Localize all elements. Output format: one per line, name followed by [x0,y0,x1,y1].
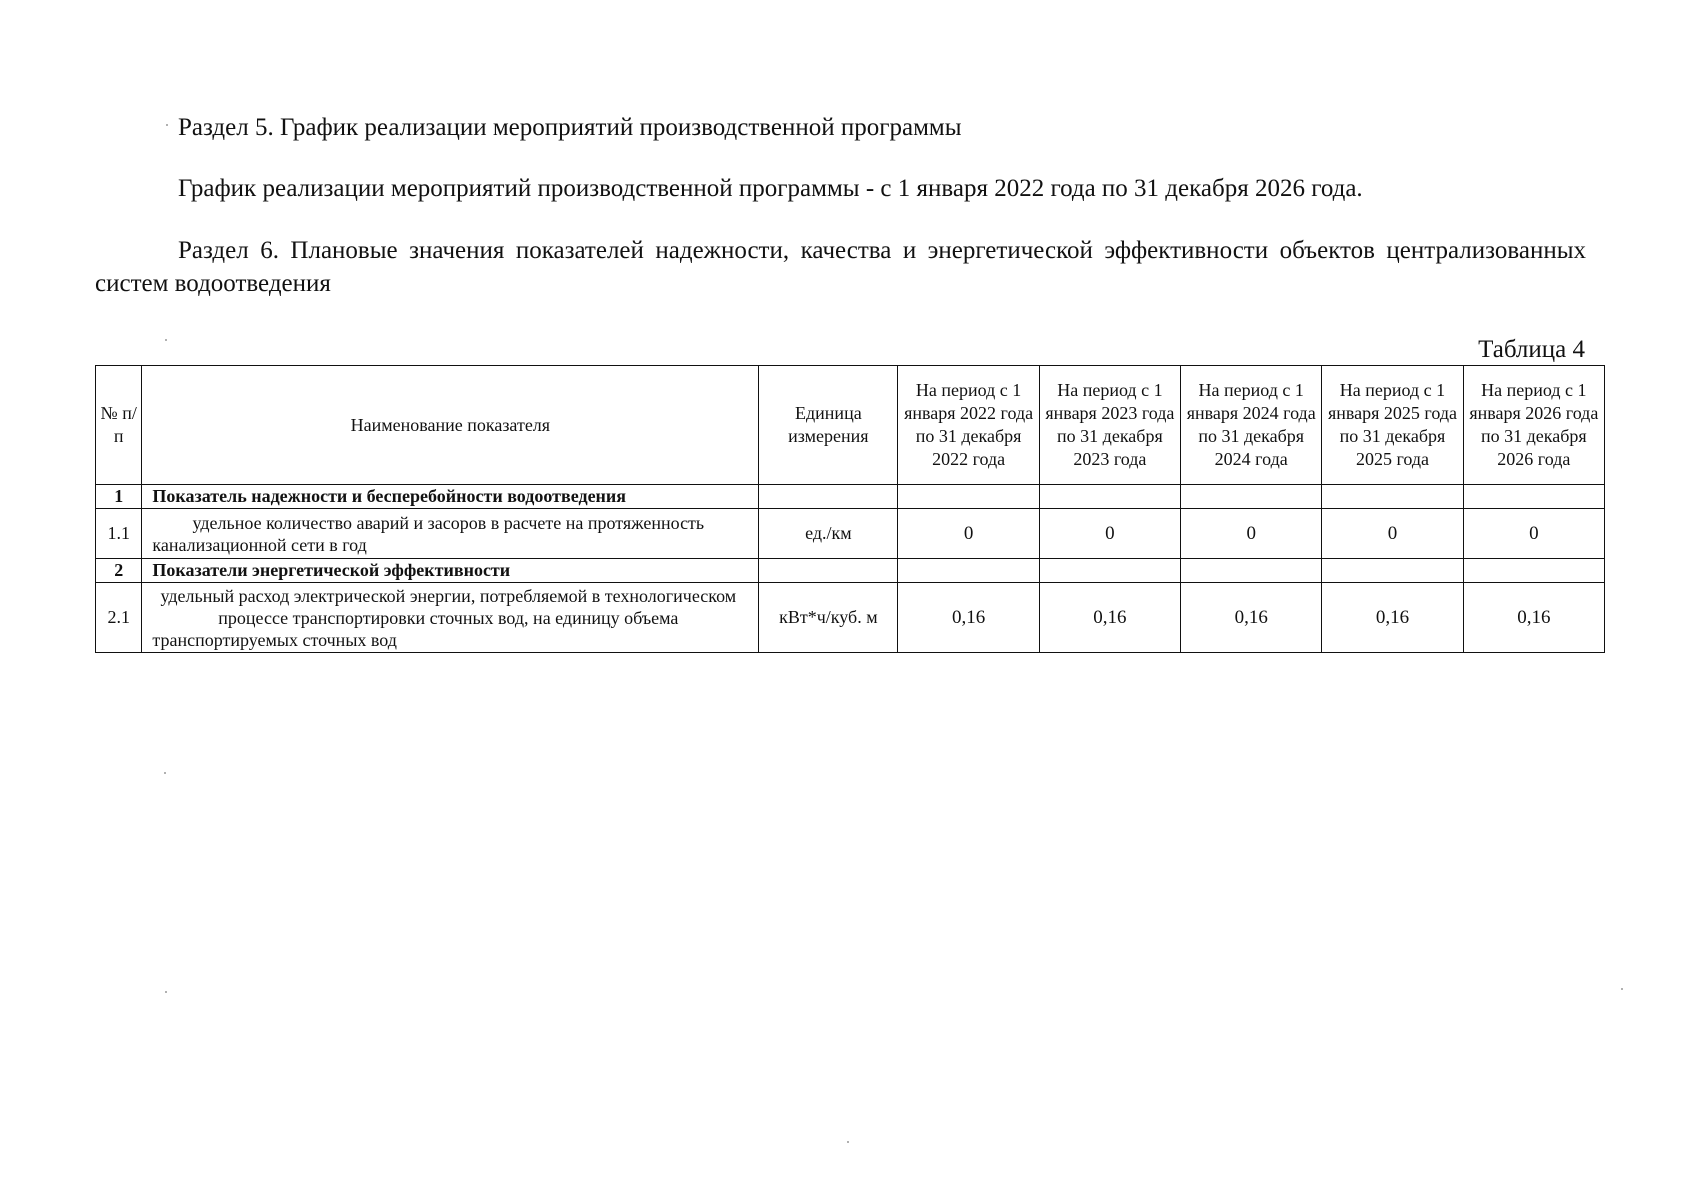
empty-cell [1322,559,1463,583]
item-unit: кВт*ч/куб. м [759,583,898,653]
header-period-2026: На период с 1 января 2026 года по 31 декабря 2026 года [1463,366,1604,485]
table-row-2-1 [96,583,1605,653]
item-value-2024: 0 [1181,509,1322,559]
scan-speck [166,124,168,126]
section-6-heading: Раздел 6. Плановые значения показателей надежности, качества и энергетической эффективности объектов централизованных систем водоотведения [95,237,1586,297]
header-period-2025: На период с 1 января 2025 года по 31 декабря 2025 года [1322,366,1463,485]
empty-cell [759,485,898,509]
item-value-2026: 0,16 [1463,583,1604,653]
empty-cell [1039,559,1180,583]
item-value-2022: 0 [898,509,1039,559]
item-num: 2.1 [96,583,142,653]
header-num: № п/п [96,366,142,485]
item-value-2025: 0,16 [1322,583,1463,653]
table-caption: Таблица 4 [1478,336,1585,363]
header-period-2024: На период с 1 января 2024 года по 31 декабря 2024 года [1181,366,1322,485]
header-period-2023: На период с 1 января 2023 года по 31 декабря 2023 года [1039,366,1180,485]
item-value-2024: 0,16 [1181,583,1322,653]
item-value-2025: 0 [1322,509,1463,559]
empty-cell [1181,485,1322,509]
group-title: Показатели энергетической эффективности [142,559,759,583]
group-num: 1 [96,485,142,509]
header-unit: Единица измерения [759,366,898,485]
scan-speck [165,991,167,993]
item-value-2023: 0,16 [1039,583,1180,653]
indicators-table [95,365,1605,653]
item-name: удельный расход электрической энергии, потребляемой в технологическом процессе транспортировки сточных вод, на единицу объема транспортируемых сточных вод [142,583,759,653]
schedule-text: График реализации мероприятий производственной программы - с 1 января 2022 года по 31 декабря 2026 года. [178,175,1363,202]
group-row-reliability [96,485,1605,509]
item-value-2023: 0 [1039,509,1180,559]
item-unit: ед./км [759,509,898,559]
scan-speck [1621,988,1623,990]
item-num: 1.1 [96,509,142,559]
group-title: Показатель надежности и бесперебойности водоотведения [142,485,759,509]
empty-cell [898,485,1039,509]
empty-cell [1181,559,1322,583]
empty-cell [1463,485,1604,509]
header-period-2022: На период с 1 января 2022 года по 31 декабря 2022 года [898,366,1039,485]
header-name: Наименование показателя [142,366,759,485]
empty-cell [1039,485,1180,509]
scan-speck [847,1141,849,1143]
table-row-1-1 [96,509,1605,559]
empty-cell [1463,559,1604,583]
section-5-heading: Раздел 5. График реализации мероприятий производственной программы [178,114,962,141]
item-value-2022: 0,16 [898,583,1039,653]
scan-speck [165,339,167,341]
group-num: 2 [96,559,142,583]
item-value-2026: 0 [1463,509,1604,559]
table-header-row [96,366,1605,485]
item-name: удельное количество аварий и засоров в расчете на протяженность канализационной сети в год [142,509,759,559]
empty-cell [1322,485,1463,509]
empty-cell [759,559,898,583]
group-row-energy [96,559,1605,583]
scan-speck [164,772,166,774]
empty-cell [898,559,1039,583]
